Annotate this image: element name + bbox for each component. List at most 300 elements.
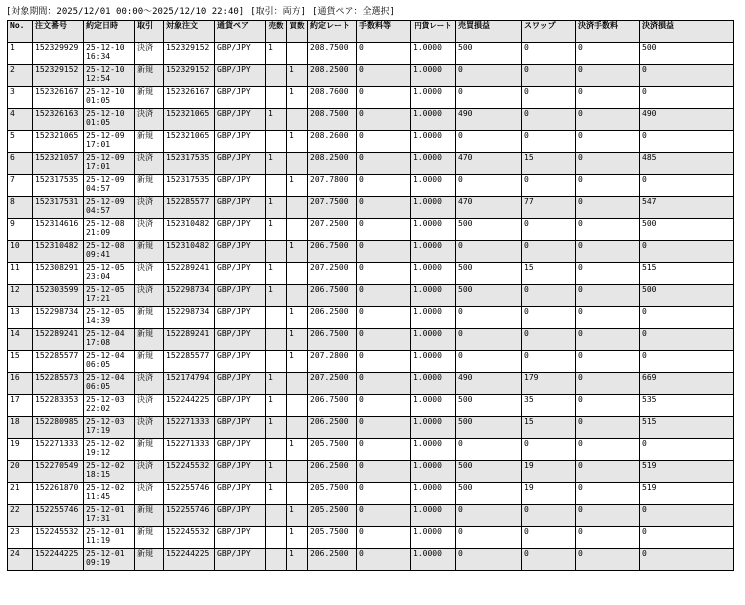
cell-jpy-rate: 1.0000: [411, 219, 456, 241]
cell-no: 19: [8, 439, 33, 461]
cell-execution-rate: 205.7500: [308, 527, 357, 549]
cell-settlement-pl: 0: [640, 505, 734, 527]
cell-currency-pair: GBP/JPY: [215, 351, 266, 373]
cell-jpy-rate: 1.0000: [411, 307, 456, 329]
execution-time: 17:31: [86, 514, 111, 523]
cell-buy-qty: [287, 153, 308, 175]
cell-settlement-pl: 519: [640, 483, 734, 505]
cell-sell-qty: 1: [266, 153, 287, 175]
cell-fees: 0: [357, 307, 411, 329]
execution-date: 25-12-03: [86, 417, 125, 426]
cell-settlement-pl: 515: [640, 417, 734, 439]
cell-execution-rate: 207.2500: [308, 373, 357, 395]
cell-swap: 0: [522, 351, 576, 373]
cell-trading-pl: 500: [456, 43, 522, 65]
cell-no: 20: [8, 461, 33, 483]
cell-fees: 0: [357, 65, 411, 87]
cell-swap: 0: [522, 505, 576, 527]
cell-trading-pl: 490: [456, 373, 522, 395]
execution-date: 25-12-03: [86, 395, 125, 404]
cell-execution-datetime: [84, 131, 135, 153]
cell-trading-pl: 500: [456, 461, 522, 483]
cell-no: 18: [8, 417, 33, 439]
cell-sell-qty: [266, 241, 287, 263]
cell-settlement-pl: 500: [640, 43, 734, 65]
cell-order-number: 152326167: [33, 87, 84, 109]
table-row: [8, 241, 734, 263]
table-row: [8, 263, 734, 285]
cell-trade: 決済: [135, 263, 164, 285]
execution-date: 25-12-05: [86, 263, 125, 272]
cell-currency-pair: GBP/JPY: [215, 153, 266, 175]
cell-buy-qty: 1: [287, 505, 308, 527]
cell-settlement-fee: 0: [576, 131, 640, 153]
cell-trade: 新規: [135, 329, 164, 351]
execution-date: 25-12-01: [86, 527, 125, 536]
cell-execution-datetime: [84, 197, 135, 219]
cell-currency-pair: GBP/JPY: [215, 131, 266, 153]
cell-trading-pl: 500: [456, 417, 522, 439]
cell-no: 12: [8, 285, 33, 307]
cell-trade: 決済: [135, 109, 164, 131]
cell-settlement-fee: 0: [576, 43, 640, 65]
header-order-number: 注文番号: [33, 21, 84, 43]
cell-swap: 0: [522, 87, 576, 109]
cell-trading-pl: 0: [456, 65, 522, 87]
cell-order-number: 152289241: [33, 329, 84, 351]
cell-fees: 0: [357, 241, 411, 263]
cell-buy-qty: 1: [287, 241, 308, 263]
cell-buy-qty: [287, 263, 308, 285]
cell-settlement-fee: 0: [576, 505, 640, 527]
cell-buy-qty: [287, 417, 308, 439]
cell-settlement-pl: 490: [640, 109, 734, 131]
cell-currency-pair: GBP/JPY: [215, 461, 266, 483]
execution-time: 01:05: [86, 96, 111, 105]
execution-date: 25-12-08: [86, 241, 125, 250]
cell-execution-datetime: [84, 351, 135, 373]
execution-date: 25-12-02: [86, 483, 125, 492]
cell-settlement-fee: 0: [576, 483, 640, 505]
cell-execution-datetime: [84, 65, 135, 87]
cell-swap: 0: [522, 329, 576, 351]
cell-trade: 決済: [135, 197, 164, 219]
cell-execution-rate: 207.7500: [308, 197, 357, 219]
cell-sell-qty: 1: [266, 483, 287, 505]
cell-sell-qty: 1: [266, 461, 287, 483]
cell-target-order: 152310482: [164, 241, 215, 263]
cell-trading-pl: 500: [456, 285, 522, 307]
cell-trading-pl: 500: [456, 483, 522, 505]
cell-trading-pl: 0: [456, 87, 522, 109]
header-execution-datetime: 約定日時: [84, 21, 135, 43]
cell-execution-rate: 206.7500: [308, 241, 357, 263]
cell-execution-rate: 208.2500: [308, 65, 357, 87]
cell-execution-rate: 205.2500: [308, 505, 357, 527]
pair-criteria: [通貨ペア：全選択]: [312, 7, 395, 17]
cell-execution-datetime: [84, 527, 135, 549]
cell-execution-datetime: [84, 373, 135, 395]
cell-execution-rate: 206.7500: [308, 395, 357, 417]
cell-trading-pl: 490: [456, 109, 522, 131]
cell-execution-datetime: [84, 241, 135, 263]
cell-jpy-rate: 1.0000: [411, 153, 456, 175]
cell-settlement-pl: 0: [640, 439, 734, 461]
cell-jpy-rate: 1.0000: [411, 329, 456, 351]
cell-trading-pl: 0: [456, 131, 522, 153]
cell-currency-pair: GBP/JPY: [215, 527, 266, 549]
table-row: [8, 461, 734, 483]
cell-settlement-fee: 0: [576, 461, 640, 483]
cell-settlement-pl: 0: [640, 549, 734, 571]
cell-execution-datetime: [84, 483, 135, 505]
execution-time: 16:34: [86, 52, 111, 61]
cell-sell-qty: 1: [266, 109, 287, 131]
cell-no: 24: [8, 549, 33, 571]
cell-fees: 0: [357, 263, 411, 285]
cell-trade: 決済: [135, 219, 164, 241]
cell-order-number: 152321065: [33, 131, 84, 153]
execution-date: 25-12-09: [86, 153, 125, 162]
cell-settlement-fee: 0: [576, 373, 640, 395]
cell-buy-qty: 1: [287, 175, 308, 197]
header-trading-pl: 売買損益: [456, 21, 522, 43]
cell-swap: 0: [522, 219, 576, 241]
execution-date: 25-12-02: [86, 461, 125, 470]
cell-execution-datetime: [84, 329, 135, 351]
cell-settlement-pl: 0: [640, 527, 734, 549]
cell-target-order: 152310482: [164, 219, 215, 241]
cell-trade: 決済: [135, 395, 164, 417]
cell-order-number: 152329152: [33, 65, 84, 87]
cell-execution-rate: 207.2800: [308, 351, 357, 373]
cell-fees: 0: [357, 329, 411, 351]
cell-fees: 0: [357, 461, 411, 483]
cell-order-number: 152321057: [33, 153, 84, 175]
cell-currency-pair: GBP/JPY: [215, 43, 266, 65]
cell-settlement-fee: 0: [576, 439, 640, 461]
cell-trade: 新規: [135, 527, 164, 549]
execution-date: 25-12-01: [86, 549, 125, 558]
cell-execution-rate: 206.7500: [308, 329, 357, 351]
cell-buy-qty: [287, 373, 308, 395]
execution-date: 25-12-04: [86, 373, 125, 382]
cell-sell-qty: 1: [266, 373, 287, 395]
cell-trade: 新規: [135, 307, 164, 329]
cell-fees: 0: [357, 153, 411, 175]
cell-no: 5: [8, 131, 33, 153]
table-row: [8, 109, 734, 131]
cell-swap: 0: [522, 285, 576, 307]
table-row: [8, 219, 734, 241]
execution-time: 14:39: [86, 316, 111, 325]
cell-target-order: 152271333: [164, 439, 215, 461]
cell-settlement-fee: 0: [576, 153, 640, 175]
cell-fees: 0: [357, 395, 411, 417]
cell-target-order: 152329152: [164, 65, 215, 87]
cell-order-number: 152285573: [33, 373, 84, 395]
table-row: [8, 527, 734, 549]
cell-swap: 0: [522, 307, 576, 329]
cell-trade: 新規: [135, 87, 164, 109]
cell-currency-pair: GBP/JPY: [215, 373, 266, 395]
cell-settlement-pl: 515: [640, 263, 734, 285]
cell-fees: 0: [357, 131, 411, 153]
cell-execution-rate: 205.7500: [308, 439, 357, 461]
cell-settlement-fee: 0: [576, 395, 640, 417]
execution-time: 18:15: [86, 470, 111, 479]
cell-target-order: 152298734: [164, 307, 215, 329]
cell-currency-pair: GBP/JPY: [215, 87, 266, 109]
execution-time: 11:45: [86, 492, 111, 501]
cell-jpy-rate: 1.0000: [411, 527, 456, 549]
execution-time: 09:19: [86, 558, 111, 567]
cell-sell-qty: [266, 131, 287, 153]
cell-execution-rate: 207.2500: [308, 219, 357, 241]
cell-swap: 0: [522, 241, 576, 263]
cell-settlement-pl: 535: [640, 395, 734, 417]
cell-execution-datetime: [84, 175, 135, 197]
cell-settlement-pl: 485: [640, 153, 734, 175]
cell-currency-pair: GBP/JPY: [215, 175, 266, 197]
execution-time: 09:41: [86, 250, 111, 259]
cell-swap: 77: [522, 197, 576, 219]
cell-order-number: 152303599: [33, 285, 84, 307]
cell-sell-qty: [266, 351, 287, 373]
execution-time: 21:09: [86, 228, 111, 237]
cell-currency-pair: GBP/JPY: [215, 549, 266, 571]
table-row: [8, 285, 734, 307]
cell-no: 8: [8, 197, 33, 219]
cell-trade: 新規: [135, 65, 164, 87]
cell-trade: 決済: [135, 153, 164, 175]
trade-criteria: [取引：両方]: [250, 7, 307, 17]
cell-execution-rate: 206.2500: [308, 549, 357, 571]
cell-order-number: 152310482: [33, 241, 84, 263]
table-row: [8, 87, 734, 109]
cell-settlement-pl: 669: [640, 373, 734, 395]
cell-trade: 新規: [135, 549, 164, 571]
table-row: [8, 131, 734, 153]
cell-execution-datetime: [84, 219, 135, 241]
cell-swap: 15: [522, 417, 576, 439]
cell-execution-datetime: [84, 307, 135, 329]
cell-settlement-fee: 0: [576, 197, 640, 219]
execution-time: 06:05: [86, 360, 111, 369]
execution-time: 23:04: [86, 272, 111, 281]
cell-trading-pl: 0: [456, 549, 522, 571]
cell-settlement-pl: 0: [640, 65, 734, 87]
table-row: [8, 373, 734, 395]
cell-target-order: 152317535: [164, 175, 215, 197]
execution-time: 17:21: [86, 294, 111, 303]
cell-trading-pl: 470: [456, 197, 522, 219]
table-body: [8, 43, 734, 571]
cell-execution-datetime: [84, 43, 135, 65]
cell-sell-qty: [266, 505, 287, 527]
execution-time: 11:19: [86, 536, 111, 545]
cell-jpy-rate: 1.0000: [411, 395, 456, 417]
cell-target-order: 152244225: [164, 549, 215, 571]
cell-settlement-fee: 0: [576, 65, 640, 87]
cell-target-order: 152289241: [164, 263, 215, 285]
cell-jpy-rate: 1.0000: [411, 197, 456, 219]
cell-trade: 決済: [135, 285, 164, 307]
execution-date: 25-12-09: [86, 131, 125, 140]
cell-target-order: 152317535: [164, 153, 215, 175]
execution-date: 25-12-10: [86, 109, 125, 118]
cell-fees: 0: [357, 219, 411, 241]
cell-order-number: 152329929: [33, 43, 84, 65]
cell-execution-rate: 206.7500: [308, 285, 357, 307]
cell-buy-qty: 1: [287, 87, 308, 109]
execution-time: 19:12: [86, 448, 111, 457]
cell-currency-pair: GBP/JPY: [215, 197, 266, 219]
cell-target-order: 152245532: [164, 461, 215, 483]
cell-buy-qty: [287, 395, 308, 417]
cell-target-order: 152321065: [164, 109, 215, 131]
cell-no: 13: [8, 307, 33, 329]
cell-fees: 0: [357, 483, 411, 505]
cell-target-order: 152321065: [164, 131, 215, 153]
cell-jpy-rate: 1.0000: [411, 417, 456, 439]
execution-date: 25-12-10: [86, 87, 125, 96]
cell-trading-pl: 500: [456, 263, 522, 285]
cell-fees: 0: [357, 417, 411, 439]
cell-fees: 0: [357, 175, 411, 197]
cell-currency-pair: GBP/JPY: [215, 65, 266, 87]
cell-execution-rate: 206.2500: [308, 461, 357, 483]
cell-buy-qty: 1: [287, 329, 308, 351]
cell-buy-qty: 1: [287, 527, 308, 549]
cell-order-number: 152261870: [33, 483, 84, 505]
cell-no: 23: [8, 527, 33, 549]
cell-fees: 0: [357, 505, 411, 527]
cell-settlement-fee: 0: [576, 549, 640, 571]
cell-trading-pl: 0: [456, 505, 522, 527]
header-currency-pair: 通貨ペア: [215, 21, 266, 43]
cell-order-number: 152255746: [33, 505, 84, 527]
cell-currency-pair: GBP/JPY: [215, 219, 266, 241]
execution-time: 17:08: [86, 338, 111, 347]
cell-swap: 0: [522, 43, 576, 65]
cell-jpy-rate: 1.0000: [411, 373, 456, 395]
cell-target-order: 152285577: [164, 197, 215, 219]
cell-trading-pl: 0: [456, 351, 522, 373]
cell-settlement-pl: 519: [640, 461, 734, 483]
cell-jpy-rate: 1.0000: [411, 549, 456, 571]
cell-no: 6: [8, 153, 33, 175]
cell-buy-qty: [287, 109, 308, 131]
cell-buy-qty: 1: [287, 549, 308, 571]
cell-execution-rate: 208.7600: [308, 87, 357, 109]
cell-order-number: 152271333: [33, 439, 84, 461]
cell-sell-qty: 1: [266, 285, 287, 307]
cell-currency-pair: GBP/JPY: [215, 439, 266, 461]
cell-jpy-rate: 1.0000: [411, 131, 456, 153]
cell-swap: 0: [522, 65, 576, 87]
cell-trading-pl: 0: [456, 307, 522, 329]
cell-execution-datetime: [84, 549, 135, 571]
cell-execution-rate: 206.2500: [308, 307, 357, 329]
cell-order-number: 152285577: [33, 351, 84, 373]
table-row: [8, 483, 734, 505]
header-target-order: 対象注文: [164, 21, 215, 43]
cell-execution-datetime: [84, 153, 135, 175]
cell-jpy-rate: 1.0000: [411, 65, 456, 87]
cell-settlement-fee: 0: [576, 87, 640, 109]
transaction-table: [7, 20, 734, 571]
execution-time: 01:05: [86, 118, 111, 127]
cell-swap: 0: [522, 175, 576, 197]
cell-currency-pair: GBP/JPY: [215, 395, 266, 417]
header-settlement-pl: 決済損益: [640, 21, 734, 43]
cell-execution-rate: 205.7500: [308, 483, 357, 505]
cell-execution-datetime: [84, 417, 135, 439]
cell-jpy-rate: 1.0000: [411, 439, 456, 461]
cell-swap: 0: [522, 131, 576, 153]
cell-execution-rate: 207.2500: [308, 263, 357, 285]
cell-trade: 新規: [135, 439, 164, 461]
cell-currency-pair: GBP/JPY: [215, 109, 266, 131]
cell-settlement-pl: 0: [640, 87, 734, 109]
cell-fees: 0: [357, 373, 411, 395]
execution-date: 25-12-08: [86, 219, 125, 228]
cell-settlement-fee: 0: [576, 241, 640, 263]
cell-no: 7: [8, 175, 33, 197]
cell-order-number: 152314616: [33, 219, 84, 241]
cell-trade: 新規: [135, 131, 164, 153]
cell-buy-qty: 1: [287, 65, 308, 87]
cell-sell-qty: [266, 65, 287, 87]
cell-no: 15: [8, 351, 33, 373]
header-fees: 手数料等: [357, 21, 411, 43]
cell-sell-qty: [266, 329, 287, 351]
header-trade: 取引: [135, 21, 164, 43]
cell-execution-rate: 208.2600: [308, 131, 357, 153]
cell-target-order: 152244225: [164, 395, 215, 417]
cell-settlement-pl: 0: [640, 241, 734, 263]
header-no: No.: [8, 21, 33, 43]
cell-execution-rate: 207.7800: [308, 175, 357, 197]
cell-sell-qty: 1: [266, 219, 287, 241]
cell-order-number: 152245532: [33, 527, 84, 549]
cell-jpy-rate: 1.0000: [411, 109, 456, 131]
execution-date: 25-12-01: [86, 505, 125, 514]
cell-sell-qty: 1: [266, 417, 287, 439]
table-row: [8, 549, 734, 571]
header-buy-qty: 買数: [287, 21, 308, 43]
cell-execution-rate: 208.7500: [308, 43, 357, 65]
cell-order-number: 152283353: [33, 395, 84, 417]
table-row: [8, 329, 734, 351]
cell-buy-qty: 1: [287, 131, 308, 153]
cell-settlement-fee: 0: [576, 351, 640, 373]
cell-trading-pl: 0: [456, 439, 522, 461]
cell-buy-qty: 1: [287, 351, 308, 373]
cell-settlement-pl: 0: [640, 329, 734, 351]
cell-no: 14: [8, 329, 33, 351]
cell-settlement-pl: 0: [640, 131, 734, 153]
table-row: [8, 153, 734, 175]
cell-execution-datetime: [84, 109, 135, 131]
cell-trade: 決済: [135, 417, 164, 439]
cell-no: 16: [8, 373, 33, 395]
execution-time: 04:57: [86, 184, 111, 193]
cell-order-number: 152317531: [33, 197, 84, 219]
cell-buy-qty: [287, 43, 308, 65]
cell-sell-qty: [266, 307, 287, 329]
